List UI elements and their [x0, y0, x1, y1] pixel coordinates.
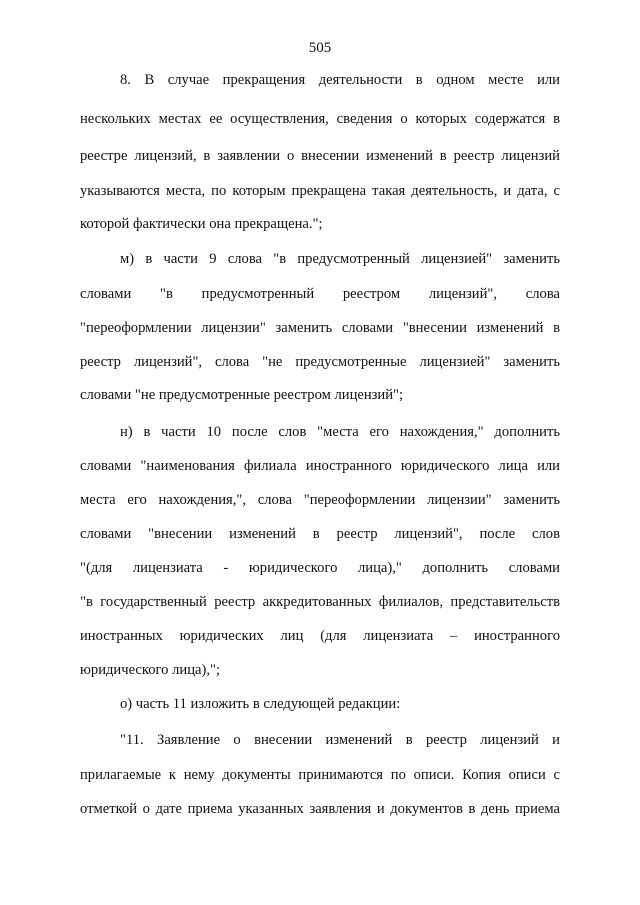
text-line-8: "переоформлении лицензии" заменить словами "внесении изменений в [80, 320, 560, 336]
text-line-17: иностранных юридических лиц (для лицензиата – иностранного [80, 628, 560, 644]
text-line-20: "11. Заявление о внесении изменений в реестр лицензий и [120, 732, 560, 748]
text-line-19: о) часть 11 изложить в следующей редакции: [120, 696, 401, 712]
text-line-5: которой фактически она прекращена."; [80, 216, 323, 232]
text-line-16: "в государственный реестр аккредитованных филиалов, представительств [80, 594, 560, 610]
text-line-7: словами "в предусмотренный реестром лицензий", слова [80, 286, 560, 302]
text-line-6: м) в части 9 слова "в предусмотренный лицензией" заменить [120, 251, 560, 267]
text-line-1: 8. В случае прекращения деятельности в одном месте или [120, 72, 560, 88]
text-line-14: словами "внесении изменений в реестр лицензий", после слов [80, 526, 560, 542]
text-line-4: указываются места, по которым прекращена такая деятельность, и дата, с [80, 183, 560, 199]
text-line-10: словами "не предусмотренные реестром лицензий"; [80, 387, 404, 403]
text-line-9: реестр лицензий", слова "не предусмотренные лицензией" заменить [80, 354, 560, 370]
text-line-13: места его нахождения,", слова "переоформлении лицензии" заменить [80, 492, 560, 508]
text-line-15: "(для лицензиата - юридического лица)," дополнить словами [80, 560, 560, 576]
text-line-3: реестре лицензий, в заявлении о внесении изменений в реестр лицензий [80, 148, 560, 164]
text-line-21: прилагаемые к нему документы принимаются по описи. Копия описи с [80, 767, 560, 783]
text-line-18: юридического лица),"; [80, 662, 221, 678]
page-number: 505 [308, 40, 332, 56]
text-line-12: словами "наименования филиала иностранного юридического лица или [80, 458, 560, 474]
text-line-2: нескольких местах ее осуществления, сведения о которых содержатся в [80, 111, 560, 127]
text-line-11: н) в части 10 после слов "места его нахождения," дополнить [120, 424, 560, 440]
text-line-22: отметкой о дате приема указанных заявления и документов в день приема [80, 801, 560, 817]
